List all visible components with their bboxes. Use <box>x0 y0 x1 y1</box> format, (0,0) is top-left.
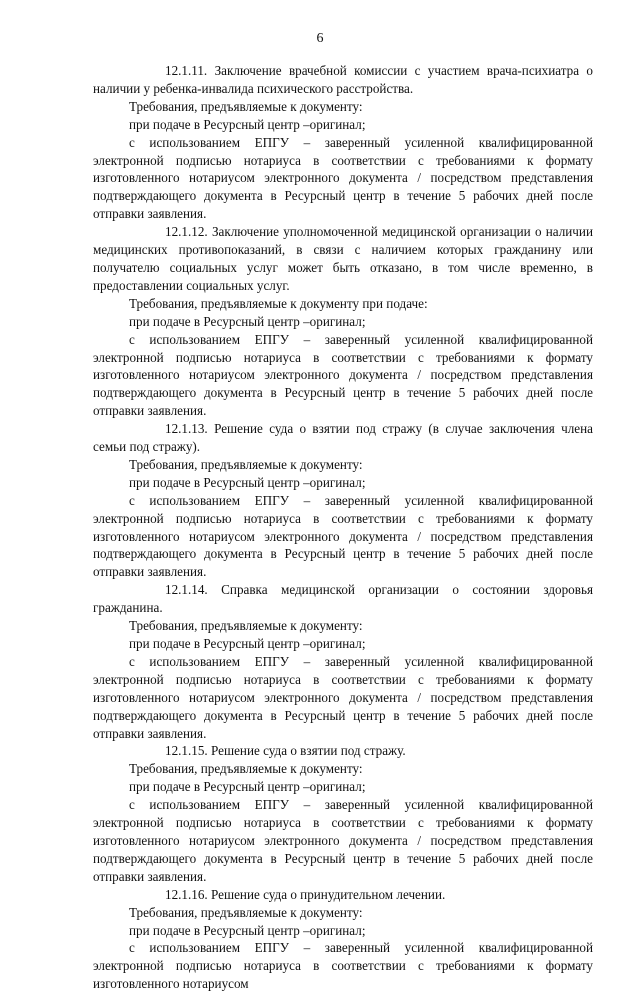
section-title: Решение суда о принудительном лечении. <box>211 886 446 902</box>
requirements-label: Требования, предъявляемые к документу: <box>129 98 363 114</box>
section-heading <box>93 223 593 295</box>
page-number: 6 <box>316 31 324 46</box>
section-title: Заключение врачебной комиссии с участием врача-психиатра о наличии у ребенка-инвалида психического расстройства. <box>93 63 593 96</box>
document-body <box>93 62 593 993</box>
section-heading <box>93 62 593 98</box>
requirement-original: при подаче в Ресурсный центр –оригинал; <box>129 636 366 651</box>
section-title: Заключение уполномоченной медицинской организации о наличии медицинских противопоказаний, в связи с наличием которых гражданину или получателю социальных услуг может быть отказано, в том числе временно, в предоставлении социальных услуг. <box>93 224 593 293</box>
requirements-label: Требования, предъявляемые к документу: <box>129 456 363 472</box>
section-number: 12.1.13. <box>165 421 208 437</box>
section-number: 12.1.16. <box>165 886 208 902</box>
section-number: 12.1.11. <box>165 63 208 78</box>
requirements-label: Требования, предъявляемые к документу: <box>129 618 363 634</box>
section-title: Решение суда о взятии под стражу (в случае заключения члена семьи под стражу). <box>93 421 593 455</box>
section-12-1-15 <box>93 742 593 885</box>
requirement-original: при подаче в Ресурсный центр –оригинал; <box>129 474 366 490</box>
requirement-original: при подаче в Ресурсный центр –оригинал; <box>129 779 366 795</box>
section-12-1-11 <box>93 62 593 223</box>
requirement-original: при подаче в Ресурсный центр –оригинал; <box>129 313 366 329</box>
requirement-epgu: с использованием ЕПГУ – заверенный усиленной квалифицированной электронной подписью нотариуса в соответствии с требованиями к формату изготовленного нотариусом электронного документа / посредством представления подтверждающего документа в Ресурсный центр в течение 5 рабочих дней после отправки заявления. <box>93 134 593 222</box>
section-title: Решение суда о взятии под стражу. <box>211 743 406 759</box>
requirements-label: Требования, предъявляемые к документу: <box>129 761 363 777</box>
section-number: 12.1.12. <box>165 224 208 240</box>
requirement-epgu: с использованием ЕПГУ – заверенный усиленной квалифицированной электронной подписью нотариуса в соответствии с требованиями к формату изготовленного нотариусом электронного документа / посредством представления подтверждающего документа в Ресурсный центр в течение 5 рабочих дней после отправки заявления. <box>93 492 593 580</box>
section-12-1-12 <box>93 223 593 420</box>
requirements-label: Требования, предъявляемые к документу при подаче: <box>129 295 428 311</box>
requirement-epgu: с использованием ЕПГУ – заверенный усиленной квалифицированной электронной подписью нотариуса в соответствии с требованиями к формату изготовленного нотариусом электронного документа / посредством представления подтверждающего документа в Ресурсный центр в течение 5 рабочих дней после отправки заявления. <box>93 331 593 419</box>
section-12-1-16 <box>93 886 593 993</box>
requirements-label: Требования, предъявляемые к документу: <box>129 904 363 920</box>
requirement-epgu: с использованием ЕПГУ – заверенный усиленной квалифицированной электронной подписью нотариуса в соответствии с требованиями к формату изготовленного нотариусом <box>93 940 593 992</box>
section-title: Справка медицинской организации о состоянии здоровья гражданина. <box>93 582 593 616</box>
requirement-epgu: с использованием ЕПГУ – заверенный усиленной квалифицированной электронной подписью нотариуса в соответствии с требованиями к формату изготовленного нотариусом электронного документа / посредством представления подтверждающего документа в Ресурсный центр в течение 5 рабочих дней после отправки заявления. <box>93 653 593 741</box>
section-heading <box>93 886 593 904</box>
section-heading <box>93 420 593 456</box>
section-12-1-14 <box>93 581 593 742</box>
section-12-1-13 <box>93 420 593 581</box>
section-number: 12.1.14. <box>165 582 208 598</box>
requirement-original: при подаче в Ресурсный центр –оригинал; <box>129 922 366 938</box>
section-number: 12.1.15. <box>165 743 208 759</box>
section-heading <box>93 742 593 760</box>
requirement-original: при подаче в Ресурсный центр –оригинал; <box>129 116 366 132</box>
section-heading <box>93 581 593 617</box>
requirement-epgu: с использованием ЕПГУ – заверенный усиленной квалифицированной электронной подписью нотариуса в соответствии с требованиями к формату изготовленного нотариусом электронного документа / посредством представления подтверждающего документа в Ресурсный центр в течение 5 рабочих дней после отправки заявления. <box>93 797 593 884</box>
